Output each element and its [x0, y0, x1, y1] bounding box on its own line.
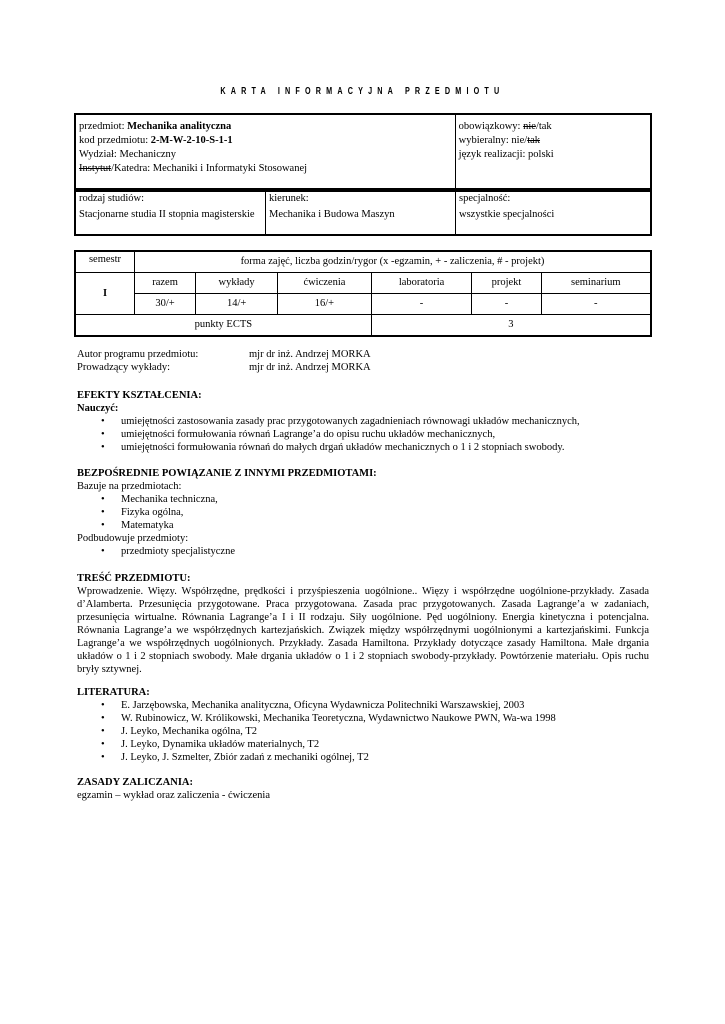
hours-cell: -: [541, 294, 651, 315]
tresc-section: [77, 572, 649, 676]
course-info-right: [455, 114, 651, 191]
literatura-section: [77, 686, 649, 764]
list-item: • przedmioty specjalistyczne: [121, 545, 649, 558]
powiazanie-section: [77, 467, 649, 558]
page-title: KARTA INFORMACYJNA PRZEDMIOTU: [220, 86, 505, 97]
katedra-line: Instytut/Katedra: Mechaniki i Informatyki Stosowanej: [79, 163, 308, 174]
col-header: ćwiczenia: [278, 273, 372, 294]
wybieralny-line: wybieralny: nie/tak: [458, 135, 541, 146]
efekty-heading: EFEKTY KSZTAŁCENIA:: [77, 390, 202, 401]
tresc-heading: TREŚĆ PRZEDMIOTU:: [77, 573, 191, 584]
forms-header: forma zajęć, liczba godzin/rygor (x -egzamin, + - zaliczenia, # - projekt): [135, 251, 652, 273]
course-name: Mechanika analityczna: [127, 121, 232, 132]
zasady-section: [77, 776, 649, 802]
hours-cell: 30/+: [135, 294, 196, 315]
zasady-heading: ZASADY ZALICZANIA:: [77, 777, 194, 788]
hours-cell: 14/+: [196, 294, 278, 315]
list-item: • umiejętności zastosowania zasady prac przygotowanych zagadnieniach równowagi układów mechanicznych,: [121, 415, 649, 428]
list-item: • E. Jarzębowska, Mechanika analityczna, Oficyna Wydawnicza Politechniki Warszawskiej, 2003: [121, 699, 649, 712]
studies-table: [74, 188, 652, 236]
kierunek-cell: kierunek: Mechanika i Budowa Maszyn: [266, 189, 456, 235]
efekty-list: [77, 415, 649, 454]
podbudowuje-label: Podbudowuje przedmioty:: [77, 533, 189, 544]
efekty-sub: Nauczyć:: [77, 403, 119, 414]
list-item: • umiejętności formułowania równań do małych drgań układów mechanicznych o 1 i 2 stopniach swobody.: [121, 441, 649, 454]
list-item: • Fizyka ogólna,: [121, 506, 649, 519]
ects-label: punkty ECTS: [75, 315, 371, 337]
literatura-heading: LITERATURA:: [77, 687, 150, 698]
list-item: • J. Leyko, Dynamika układów materialnych, T2: [121, 738, 649, 751]
list-item: • Matematyka: [121, 519, 649, 532]
semester-number: I: [75, 273, 135, 315]
hours-cell: -: [371, 294, 472, 315]
ects-value: 3: [371, 315, 651, 337]
hours-cell: 16/+: [278, 294, 372, 315]
jezyk-line: język realizacji: polski: [458, 149, 554, 160]
list-item: • umiejętności formułowania równań Lagrange’a do opisu ruchu układów mechanicznych,: [121, 428, 649, 441]
list-item: • J. Leyko, J. Szmelter, Zbiór zadań z mechaniki ogólnej, T2: [121, 751, 649, 764]
col-header: projekt: [472, 273, 541, 294]
bazuje-list: [77, 493, 649, 532]
efekty-section: [77, 389, 649, 454]
zasady-text: egzamin – wykład oraz zaliczenia - ćwiczenia: [77, 790, 270, 801]
przedmiot-line: przedmiot: Mechanika analityczna: [79, 121, 232, 132]
col-header: wykłady: [196, 273, 278, 294]
specjalnosc-cell: specjalność: wszystkie specjalności: [456, 189, 652, 235]
literatura-list: [77, 699, 649, 764]
kod-line: kod przedmiotu: 2-M-W-2-10-S-1-1: [79, 135, 233, 146]
wydzial-line: Wydział: Mechaniczny: [79, 149, 177, 160]
list-item: • W. Rubinowicz, W. Królikowski, Mechanika Teoretyczna, Wydawnictwo Naukowe PWN, Wa-wa 1998: [121, 712, 649, 725]
rodzaj-cell: rodzaj studiów: Stacjonarne studia II stopnia magisterskie: [75, 189, 266, 235]
obowiazkowy-line: obowiązkowy: nie/tak: [458, 121, 552, 132]
tresc-text: Wprowadzenie. Więzy. Współrzędne, prędkości i przyśpieszenia uogólnione.. Więzy i współrzędne uogólnione-przykłady. Zasada d’Alamberta. Przesunięcia przygotowane. Praca przygotowana. Zasada prac przygotowanych. Zasada Lagrange’a w zadaniach, przesunięcia wirtualne. Równania Lagrange’a I i II rodzaju. Siły uogólnione. Pęd uogólniony. Energia kinetyczna i potencjalna. Równania Lagrange’a we współrzędnych kartezjańskich. Związek między współrzędnymi uogólnionymi a kartezjańskimi. Funkcja Lagrange’a we współrzędnych uogólnionych. Przykłady. Zasada Hamiltona. Przykłady dotyczące zasady Hamiltona. Małe drgania układów o 1 i 2 stopniach swobody. Małe drgania układów o 1 i 2 stopniach swobody-przykłady. Powtórzenie materiału. Opis ruchu bryły sztywnej.: [77, 586, 649, 675]
forms-table: [74, 250, 652, 337]
powiazanie-heading: BEZPOŚREDNIE POWIĄZANIE Z INNYMI PRZEDMIOTAMI:: [77, 468, 377, 479]
list-item: • Mechanika techniczna,: [121, 493, 649, 506]
col-header: seminarium: [541, 273, 651, 294]
col-header: razem: [135, 273, 196, 294]
bazuje-label: Bazuje na przedmiotach:: [77, 481, 182, 492]
list-item: • J. Leyko, Mechanika ogólna, T2: [121, 725, 649, 738]
course-info-left: [75, 114, 455, 191]
course-code: 2-M-W-2-10-S-1-1: [150, 135, 233, 146]
course-info-table: [74, 113, 652, 192]
col-header: laboratoria: [371, 273, 472, 294]
podbudowuje-list: [77, 545, 649, 558]
hours-cell: -: [472, 294, 541, 315]
semestr-header: semestr: [75, 251, 135, 273]
